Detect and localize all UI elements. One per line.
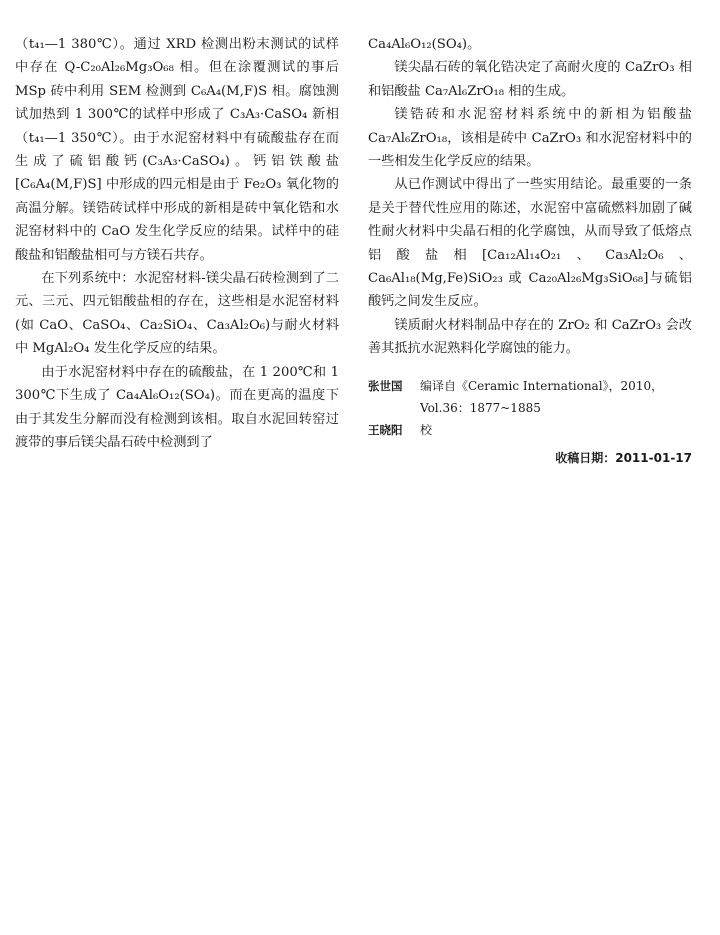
left-column bbox=[15, 33, 339, 454]
body-paragraph: （t₄₁—1 380℃）。通过 XRD 检测出粉末测试的试样中存在 Q-C₂₀Al₂₆Mg₃O₆₈ 相。但在涂覆测试的事后 MSp 砖中利用 SEM 检测到 C₆A₄(M,F)S 相。腐蚀测试加热到 1 300℃的试样中形成了 C₃A₃·CaSO₄ 新相（t₄₁—1 350℃）。由于水泥窑材料中有硫酸盐存在而生成了硫铝酸钙(C₃A₃·CaSO₄)。钙铝铁酸盐 [C₆A₄(M,F)S] 中形成的四元相是由于 Fe₂O₃ 氧化物的高温分解。镁锆砖试样中形成的新相是砖中氧化锆和水泥窑材料中的 CaO 发生化学反应的结果。试样中的硅酸盐和铝酸盐相可与方镁石共存。 bbox=[15, 37, 339, 263]
translator-credit bbox=[368, 375, 692, 397]
proofreader-role: 校 bbox=[420, 422, 433, 437]
body-paragraph: 从已作测试中得出了一些实用结论。最重要的一条是关于替代性应用的陈述，水泥窑中富硫燃料加剧了碱性耐火材料中尖晶石相的化学腐蚀，从而导致了低熔点铝酸盐相[Ca₁₂Al₁₄O₂₁、Ca₃Al₂O₆、Ca₆Al₁₈(Mg,Fe)SiO₂₃ 或 Ca₂₀Al₂₆Mg₃SiO₆₈]与硫铝酸钙之间发生反应。 bbox=[368, 177, 692, 310]
body-paragraph: 镁锆砖和水泥窑材料系统中的新相为铝酸盐 Ca₇Al₆ZrO₁₈，该相是砖中 CaZrO₃ 和水泥窑材料中的一些相发生化学反应的结果。 bbox=[368, 107, 692, 170]
translator-credit-cont bbox=[368, 397, 692, 419]
received-date: 收稿日期：2011-01-17 bbox=[555, 450, 692, 465]
body-paragraph: Ca₄Al₆O₁₂(SO₄)。 bbox=[368, 37, 481, 52]
body-paragraph: 在下列系统中：水泥窑材料-镁尖晶石砖检测到了二元、三元、四元铝酸盐相的存在，这些相是水泥窑材料(如 CaO、CaSO₄、Ca₂SiO₄、Ca₃Al₂O₆)与耐火材料中 MgAl₂O₄ 发生化学反应的结果。 bbox=[15, 271, 339, 357]
translator-name: 张世国 bbox=[368, 378, 403, 393]
source-volume: Vol.36：1877~1885 bbox=[420, 400, 541, 415]
translator-source: 编译自《Ceramic International》，2010， bbox=[420, 378, 664, 393]
body-paragraph: 镁质耐火材料制品中存在的 ZrO₂ 和 CaZrO₃ 会改善其抵抗水泥熟料化学腐蚀的能力。 bbox=[368, 317, 692, 357]
body-paragraph: 由于水泥窑材料中存在的硫酸盐，在 1 200℃和 1 300℃下生成了 Ca₄Al₆O₁₂(SO₄)。而在更高的温度下由于其发生分解而没有检测到该相。取自水泥回转窑过渡带的事后镁尖晶石砖中检测到了 bbox=[15, 364, 339, 450]
credits-block bbox=[368, 375, 692, 441]
body-paragraph: 镁尖晶石砖的氧化锆决定了高耐火度的 CaZrO₃ 相和铝酸盐 Ca₇Al₆ZrO₁₈ 相的生成。 bbox=[368, 60, 692, 99]
proofreader-credit bbox=[368, 419, 692, 441]
right-column bbox=[368, 33, 692, 466]
proofreader-name: 王晓阳 bbox=[368, 422, 403, 437]
